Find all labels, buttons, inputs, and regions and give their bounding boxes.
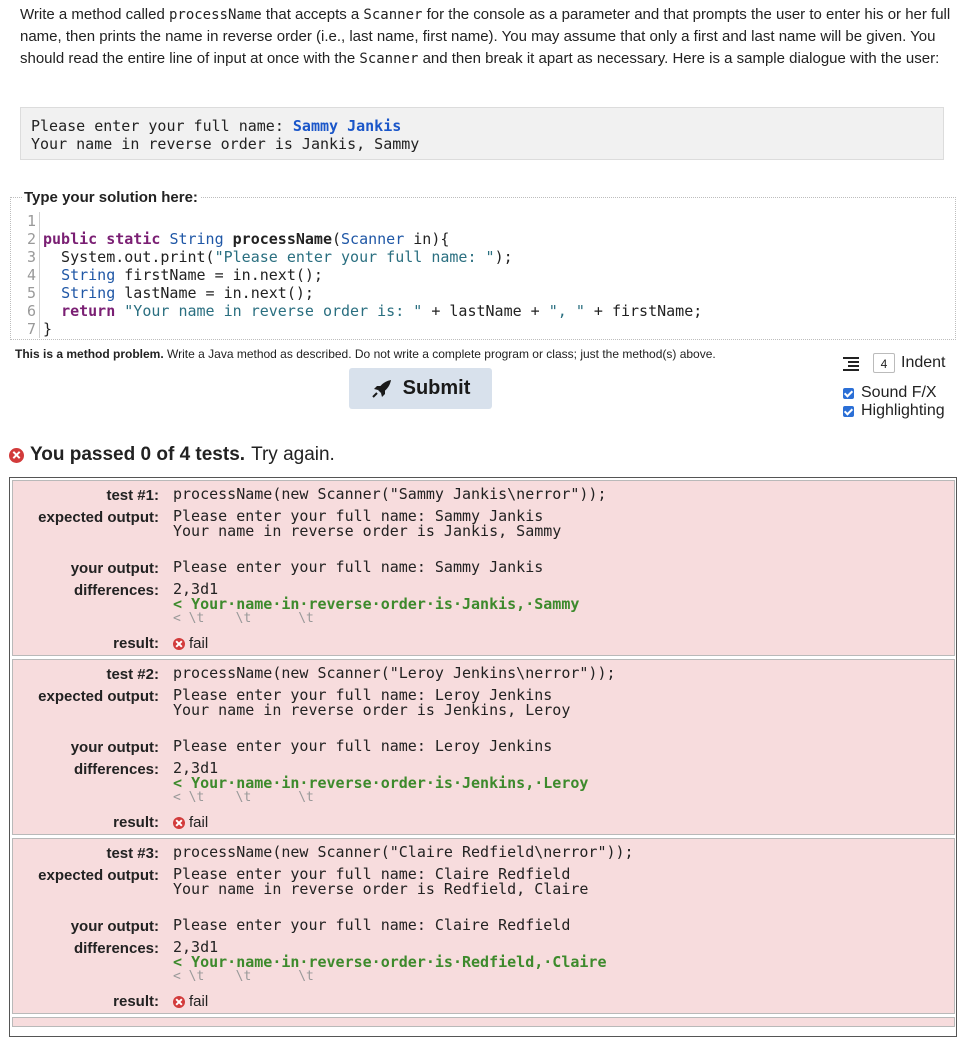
code-line[interactable] <box>24 212 954 230</box>
diff-line <box>173 597 579 612</box>
result-text: fail <box>189 814 209 831</box>
diff-header: 2,3d1 <box>173 580 219 598</box>
note-text: Write a Java method as described. Do not write a complete program or class; just the method(s) above. <box>163 347 716 361</box>
scanner-code: Scanner <box>363 7 423 23</box>
differences-label: differences: <box>73 761 159 778</box>
string-token: ", " <box>548 302 585 320</box>
diff-text: Your·name·in·reverse·order·is·Redfield,·Claire <box>191 953 607 971</box>
summary-rest: Try again. <box>251 444 335 465</box>
diff-line <box>173 776 588 791</box>
string-token: "Please enter your full name: " <box>214 248 495 266</box>
expected-output-line: Please enter your full name: Sammy Jankis <box>173 507 544 525</box>
test-call: processName(new Scanner("Sammy Jankis\nerror")); <box>173 485 607 503</box>
test-call: processName(new Scanner("Leroy Jenkins\nerror")); <box>173 664 616 682</box>
expected-output-line: Please enter your full name: Claire Redfield <box>173 865 571 883</box>
string-token: "Your name in reverse order is: " <box>124 302 423 320</box>
code-line[interactable] <box>24 284 954 302</box>
result-label: result: <box>113 993 159 1010</box>
your-output-label: your output: <box>70 560 159 577</box>
submit-button[interactable] <box>349 368 492 409</box>
code-editor-content[interactable] <box>24 212 954 338</box>
code-token: in){ <box>404 230 450 248</box>
code-token: + lastName + <box>422 302 549 320</box>
diff-header: 2,3d1 <box>173 938 219 956</box>
note-bold: This is a method problem. <box>15 347 164 361</box>
code-token: lastName = in.next(); <box>115 284 314 302</box>
test-summary <box>9 444 335 466</box>
your-output-line: Please enter your full name: Claire Redfield <box>173 916 571 934</box>
highlighting-checkbox[interactable] <box>843 406 854 417</box>
diff-text: Your·name·in·reverse·order·is·Jenkins,·Leroy <box>191 774 589 792</box>
result-value <box>173 635 208 652</box>
submit-label: Submit <box>402 377 471 399</box>
indent-size-input[interactable]: 4 <box>873 353 895 373</box>
your-output-label: your output: <box>70 918 159 935</box>
keyword: static <box>106 230 161 248</box>
scanner-code: Scanner <box>359 51 419 67</box>
keyword: return <box>61 302 116 320</box>
prompt-text: Write a method called <box>20 6 169 23</box>
method-name-code: processName <box>168 7 262 23</box>
your-output-line: Please enter your full name: Leroy Jenkins <box>173 737 553 755</box>
expected-label: expected output: <box>38 688 159 705</box>
result-label: result: <box>113 814 159 831</box>
method-token: processName <box>232 230 332 248</box>
editor-controls <box>843 352 945 420</box>
expected-label: expected output: <box>38 509 159 526</box>
fail-icon <box>173 996 185 1008</box>
test-result <box>12 838 955 1014</box>
line-number: 7 <box>24 320 40 338</box>
fail-icon <box>9 448 24 463</box>
prompt-text: for the console as a parameter and that prompts the user to enter his or her full name, then prints the name in reverse order (i.e., last name, first name). You may assume that only a first and last name will be given. You should read the entire line of input at once with the <box>20 6 951 67</box>
expected-label: expected output: <box>38 867 159 884</box>
highlighting-label: Highlighting <box>861 402 945 419</box>
diff-tabs-line: < \t \t \t <box>173 611 314 626</box>
diff-header: 2,3d1 <box>173 759 219 777</box>
code-token: } <box>43 320 53 338</box>
code-token: ( <box>332 230 342 248</box>
test-label: test #2: <box>106 666 159 683</box>
result-value <box>173 814 208 831</box>
indent-label: Indent <box>901 354 946 371</box>
sample-prompt-text: Please enter your full name: <box>31 117 293 135</box>
expected-output-line: Your name in reverse order is Jankis, Sammy <box>173 522 562 540</box>
test-result <box>12 659 955 835</box>
type-token: String <box>61 284 116 302</box>
test-result <box>12 480 955 656</box>
differences-label: differences: <box>73 940 159 957</box>
keyword: public <box>43 230 98 248</box>
differences-label: differences: <box>73 582 159 599</box>
prompt-text: that accepts a <box>261 6 364 23</box>
diff-marker: < <box>173 953 192 971</box>
type-token: String <box>61 266 116 284</box>
code-line[interactable] <box>24 266 954 284</box>
line-number: 1 <box>24 212 40 230</box>
code-line[interactable] <box>24 248 954 266</box>
sample-user-input: Sammy Jankis <box>292 117 402 135</box>
summary-bold: You passed 0 of 4 tests. <box>30 444 246 465</box>
editor-label: Type your solution here: <box>24 189 198 206</box>
sample-output-line: Your name in reverse order is Jankis, Sammy <box>31 135 420 153</box>
line-number: 6 <box>24 302 40 320</box>
type-token: String <box>169 230 224 248</box>
test-result-partial <box>12 1017 955 1027</box>
indent-icon[interactable] <box>843 356 859 370</box>
diff-tabs-line: < \t \t \t <box>173 969 314 984</box>
code-line[interactable] <box>24 320 954 338</box>
diff-tabs-line: < \t \t \t <box>173 790 314 805</box>
method-problem-note <box>15 347 716 361</box>
test-label: test #3: <box>106 845 159 862</box>
indent-control[interactable] <box>843 352 945 374</box>
line-number: 5 <box>24 284 40 302</box>
result-text: fail <box>189 993 209 1010</box>
prompt-text: and then break it apart as necessary. Here is a sample dialogue with the user: <box>418 50 940 67</box>
test-call: processName(new Scanner("Claire Redfield\nerror")); <box>173 843 634 861</box>
highlighting-toggle[interactable] <box>843 402 945 420</box>
diff-text: Your·name·in·reverse·order·is·Jankis,·Sammy <box>191 595 580 613</box>
test-label: test #1: <box>106 487 159 504</box>
diff-line <box>173 955 606 970</box>
line-number: 3 <box>24 248 40 266</box>
code-token: System.out.print( <box>43 248 215 266</box>
sound-fx-checkbox[interactable] <box>843 388 854 399</box>
diff-marker: < <box>173 774 192 792</box>
your-output-label: your output: <box>70 739 159 756</box>
code-token: + firstName; <box>584 302 703 320</box>
result-text: fail <box>189 635 209 652</box>
code-token: ); <box>494 248 513 266</box>
sound-fx-label: Sound F/X <box>861 384 937 401</box>
fail-icon <box>173 638 185 650</box>
diff-marker: < <box>173 595 192 613</box>
line-number: 4 <box>24 266 40 284</box>
expected-output-line: Please enter your full name: Leroy Jenkins <box>173 686 553 704</box>
expected-output-line: Your name in reverse order is Jenkins, Leroy <box>173 701 571 719</box>
code-line[interactable] <box>24 302 954 320</box>
result-label: result: <box>113 635 159 652</box>
sample-dialogue <box>20 107 944 160</box>
your-output-line: Please enter your full name: Sammy Jankis <box>173 558 544 576</box>
line-number: 2 <box>24 230 40 248</box>
rocket-icon <box>371 379 393 399</box>
problem-description <box>20 4 952 70</box>
type-token: Scanner <box>341 230 405 248</box>
sound-fx-toggle[interactable] <box>843 384 945 402</box>
fail-icon <box>173 817 185 829</box>
result-value <box>173 993 208 1010</box>
expected-output-line: Your name in reverse order is Redfield, Claire <box>173 880 589 898</box>
code-line[interactable] <box>24 230 954 248</box>
code-token: firstName = in.next(); <box>115 266 323 284</box>
